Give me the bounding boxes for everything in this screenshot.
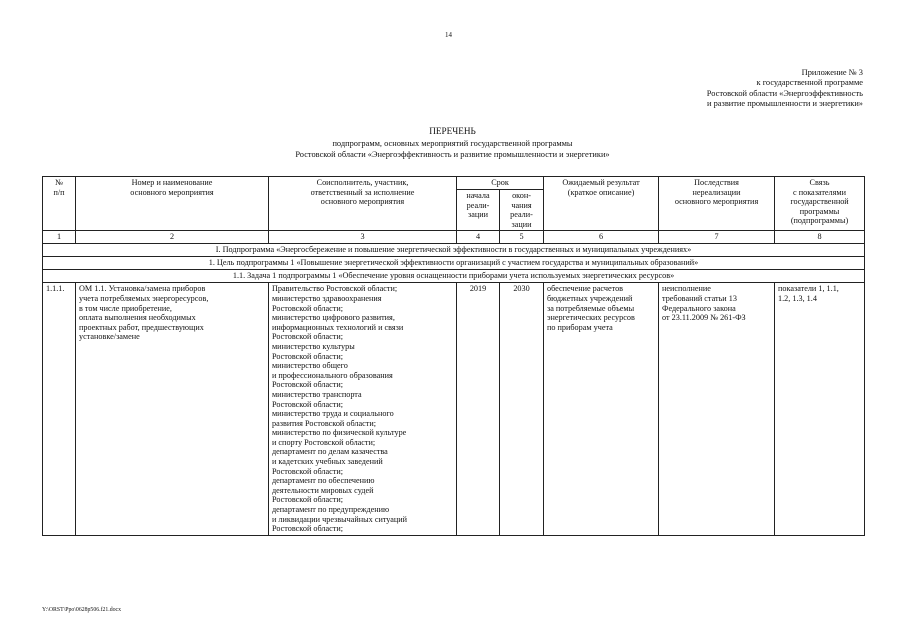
header-end: окон- чания реали- зации xyxy=(500,190,544,231)
header-executors: Соисполнитель, участник, ответственный за исполнение основного мероприятия xyxy=(269,177,457,231)
row-end-year: 2030 xyxy=(500,283,544,535)
row-executors: Правительство Ростовской области; министерство здравоохранения Ростовской области; министерство цифрового развития, информационных технологий и связи Ростовской области; министерство культуры Ростовской области; министерство общего и профессионального образования Ростовской области; министерство транспорта Ростовской области; министерство труда и социального развития Ростовской области; министерство по физической культуре и спорту Ростовской области; департамент по делам казачества и кадетских учебных заведений Ростовской области; департамент по обеспечению деятельности мировых судей Ростовской области; департамент по предупреждению и ликвидации чрезвычайных ситуаций Ростовской области; xyxy=(269,283,457,535)
header-indicators: Связь с показателями государственной программы (подпрограммы) xyxy=(775,177,865,231)
column-numbers-row xyxy=(43,231,865,244)
row-consequences: неисполнение требований статьи 13 Федерального закона от 23.11.2009 № 261-ФЗ xyxy=(659,283,775,535)
header-num: № п/п xyxy=(43,177,76,231)
document-subtitle-line2: Ростовской области «Энергоэффективность и развитие промышленности и энергетики» xyxy=(295,150,610,159)
column-number: 8 xyxy=(775,231,865,244)
appendix-block xyxy=(603,68,863,110)
table-header-row xyxy=(43,177,865,190)
appendix-line: и развитие промышленности и энергетики» xyxy=(707,99,863,109)
goal-row xyxy=(43,257,865,270)
column-number: 1 xyxy=(43,231,76,244)
page-number: 14 xyxy=(445,31,452,39)
task-row xyxy=(43,270,865,283)
header-measure-name: Номер и наименование основного мероприятия xyxy=(76,177,269,231)
goal-title: 1. Цель подпрограммы 1 «Повышение энергетической эффективности организаций с участием государства и муниципальных образований» xyxy=(43,257,865,270)
row-indicators: показатели 1, 1.1, 1.2, 1.3, 1.4 xyxy=(775,283,865,535)
header-term: Срок xyxy=(457,177,544,190)
header-consequences: Последствия нереализации основного мероприятия xyxy=(659,177,775,231)
table-row xyxy=(43,283,865,535)
row-number: 1.1.1. xyxy=(43,283,76,535)
document-subtitle-line1: подпрограмм, основных мероприятий государственной программы xyxy=(332,139,573,148)
measures-table xyxy=(42,176,865,536)
column-number: 3 xyxy=(269,231,457,244)
subprogram-row xyxy=(43,244,865,257)
task-title: 1.1. Задача 1 подпрограммы 1 «Обеспечение уровня оснащенности приборами учета используемых энергетических ресурсов» xyxy=(43,270,865,283)
column-number: 5 xyxy=(500,231,544,244)
header-start: начала реали- зации xyxy=(457,190,500,231)
row-measure-name: ОМ 1.1. Установка/замена приборов учета потребляемых энергоресурсов, в том числе приобретение, оплата выполнения необходимых проектных работ, предшествующих установке/замене xyxy=(76,283,269,535)
row-expected-result: обеспечение расчетов бюджетных учреждений за потребляемые объемы энергетических ресурсов по приборам учета xyxy=(544,283,659,535)
footer-file-path: Y:\ORST\Ppo\0628p506.f21.docx xyxy=(42,607,122,613)
column-number: 4 xyxy=(457,231,500,244)
column-number: 7 xyxy=(659,231,775,244)
row-start-year: 2019 xyxy=(457,283,500,535)
subprogram-title: I. Подпрограмма «Энергосбережение и повышение энергетической эффективности в государственных и муниципальных учреждениях» xyxy=(43,244,865,257)
appendix-line: Ростовской области «Энергоэффективность xyxy=(706,88,863,98)
document-title: ПЕРЕЧЕНЬ xyxy=(429,126,476,136)
column-number: 6 xyxy=(544,231,659,244)
appendix-line: к государственной программе xyxy=(756,78,863,88)
header-expected-result: Ожидаемый результат (краткое описание) xyxy=(544,177,659,231)
column-number: 2 xyxy=(76,231,269,244)
appendix-line: Приложение № 3 xyxy=(801,68,863,77)
